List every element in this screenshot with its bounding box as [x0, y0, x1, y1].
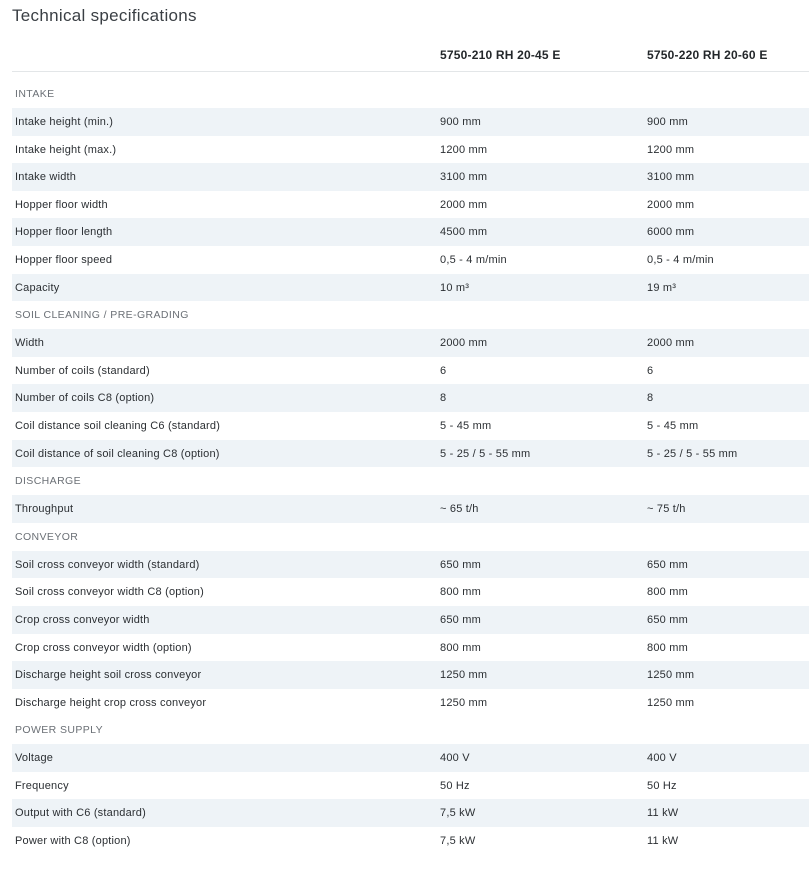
spec-value-model-1: 6: [440, 364, 447, 377]
spec-value-model-2: 800 mm: [647, 586, 688, 599]
section-header: [12, 467, 809, 495]
spec-value-model-1: 50 Hz: [440, 779, 470, 792]
table-row: [12, 827, 809, 855]
spec-label: Discharge height crop cross conveyor: [15, 696, 207, 709]
section-title: CONVEYOR: [15, 530, 79, 543]
table-row: [12, 744, 809, 772]
spec-label: Hopper floor length: [15, 226, 113, 239]
spec-value-model-2: 6: [647, 364, 654, 377]
section-title: POWER SUPPLY: [15, 724, 104, 737]
spec-value-model-2: 400 V: [647, 752, 677, 765]
spec-label: Intake height (max.): [15, 143, 117, 156]
spec-label: Coil distance soil cleaning C6 (standard): [15, 419, 221, 432]
spec-value-model-2: 11 kW: [647, 835, 679, 848]
section-header: [12, 301, 809, 329]
table-row: [12, 661, 809, 689]
table-row: [12, 136, 809, 164]
column-header-model-2: 5750-220 RH 20-60 E: [647, 48, 768, 62]
table-row: [12, 218, 809, 246]
section-header: [12, 80, 809, 108]
spec-label: Hopper floor width: [15, 198, 108, 211]
spec-value-model-1: 7,5 kW: [440, 835, 476, 848]
table-row: [12, 495, 809, 523]
spec-value-model-1: 5 - 25 / 5 - 55 mm: [440, 447, 531, 460]
table-row: [12, 163, 809, 191]
section-title: DISCHARGE: [15, 475, 82, 488]
spec-label: Output with C6 (standard): [15, 807, 146, 820]
table-row: [12, 384, 809, 412]
spec-label: Hopper floor speed: [15, 253, 113, 266]
page-title: Technical specifications: [12, 6, 197, 25]
spec-value-model-2: 2000 mm: [647, 198, 695, 211]
spec-value-model-1: 650 mm: [440, 613, 481, 626]
spec-value-model-1: 10 m³: [440, 281, 470, 294]
spec-label: Capacity: [15, 281, 60, 294]
section-title: INTAKE: [15, 88, 55, 100]
spec-value-model-1: 3100 mm: [440, 171, 488, 184]
table-row: [12, 689, 809, 717]
spec-value-model-1: 5 - 45 mm: [440, 419, 492, 432]
spec-value-model-2: 50 Hz: [647, 779, 677, 792]
spec-value-model-1: 400 V: [440, 752, 470, 765]
table-row: [12, 191, 809, 219]
spec-value-model-1: 2000 mm: [440, 198, 488, 211]
spec-label: Frequency: [15, 779, 69, 792]
spec-value-model-2: 1250 mm: [647, 669, 695, 682]
table-row: [12, 634, 809, 662]
spec-value-model-2: 3100 mm: [647, 171, 695, 184]
table-row: [12, 274, 809, 302]
spec-label: Discharge height soil cross conveyor: [15, 669, 202, 682]
spec-value-model-2: 800 mm: [647, 641, 688, 654]
spec-value-model-2: ~ 75 t/h: [647, 503, 686, 516]
spec-value-model-1: 1200 mm: [440, 143, 488, 156]
spec-value-model-2: 5 - 45 mm: [647, 419, 699, 432]
spec-label: Coil distance of soil cleaning C8 (option): [15, 447, 220, 460]
spec-label: Soil cross conveyor width (standard): [15, 558, 200, 571]
table-row: [12, 551, 809, 579]
spec-value-model-1: ~ 65 t/h: [440, 503, 479, 516]
table-row: [12, 799, 809, 827]
table-row: [12, 108, 809, 136]
spec-value-model-2: 2000 mm: [647, 337, 695, 350]
table-header: [12, 39, 809, 72]
table-row: [12, 246, 809, 274]
spec-value-model-1: 8: [440, 392, 447, 405]
spec-value-model-2: 6000 mm: [647, 226, 695, 239]
spec-value-model-2: 8: [647, 392, 654, 405]
spec-value-model-1: 7,5 kW: [440, 807, 476, 820]
spec-value-model-2: 19 m³: [647, 281, 677, 294]
table-row: [12, 606, 809, 634]
table-row: [12, 440, 809, 468]
spec-label: Power with C8 (option): [15, 835, 131, 848]
spec-label: Throughput: [15, 503, 74, 516]
spec-label: Intake height (min.): [15, 116, 114, 128]
section-title: SOIL CLEANING / PRE-GRADING: [15, 309, 189, 322]
table-row: [12, 772, 809, 800]
spec-table: [12, 80, 809, 855]
table-row: [12, 329, 809, 357]
spec-value-model-1: 1250 mm: [440, 696, 488, 709]
spec-value-model-2: 1250 mm: [647, 696, 695, 709]
spec-value-model-1: 650 mm: [440, 558, 481, 571]
spec-value-model-2: 5 - 25 / 5 - 55 mm: [647, 447, 738, 460]
spec-value-model-2: 0,5 - 4 m/min: [647, 253, 714, 266]
spec-label: Crop cross conveyor width: [15, 613, 150, 626]
spec-label: Number of coils (standard): [15, 364, 150, 377]
spec-value-model-1: 800 mm: [440, 586, 481, 599]
spec-value-model-1: 800 mm: [440, 641, 481, 654]
table-row: [12, 578, 809, 606]
spec-value-model-2: 1200 mm: [647, 143, 695, 156]
spec-value-model-1: 900 mm: [440, 116, 481, 128]
table-row: [12, 412, 809, 440]
section-header: [12, 523, 809, 551]
spec-value-model-2: 11 kW: [647, 807, 679, 820]
spec-value-model-2: 900 mm: [647, 116, 688, 128]
table-row: [12, 357, 809, 385]
spec-label: Intake width: [15, 171, 77, 184]
column-header-model-1: 5750-210 RH 20-45 E: [440, 48, 561, 62]
spec-label: Number of coils C8 (option): [15, 392, 155, 405]
spec-label: Crop cross conveyor width (option): [15, 641, 192, 654]
spec-label: Soil cross conveyor width C8 (option): [15, 586, 204, 599]
spec-value-model-1: 4500 mm: [440, 226, 488, 239]
section-header: [12, 716, 809, 744]
spec-label: Width: [15, 337, 45, 350]
spec-value-model-1: 2000 mm: [440, 337, 488, 350]
spec-label: Voltage: [15, 752, 54, 765]
spec-value-model-2: 650 mm: [647, 558, 688, 571]
spec-value-model-1: 0,5 - 4 m/min: [440, 253, 507, 266]
spec-value-model-1: 1250 mm: [440, 669, 488, 682]
spec-value-model-2: 650 mm: [647, 613, 688, 626]
